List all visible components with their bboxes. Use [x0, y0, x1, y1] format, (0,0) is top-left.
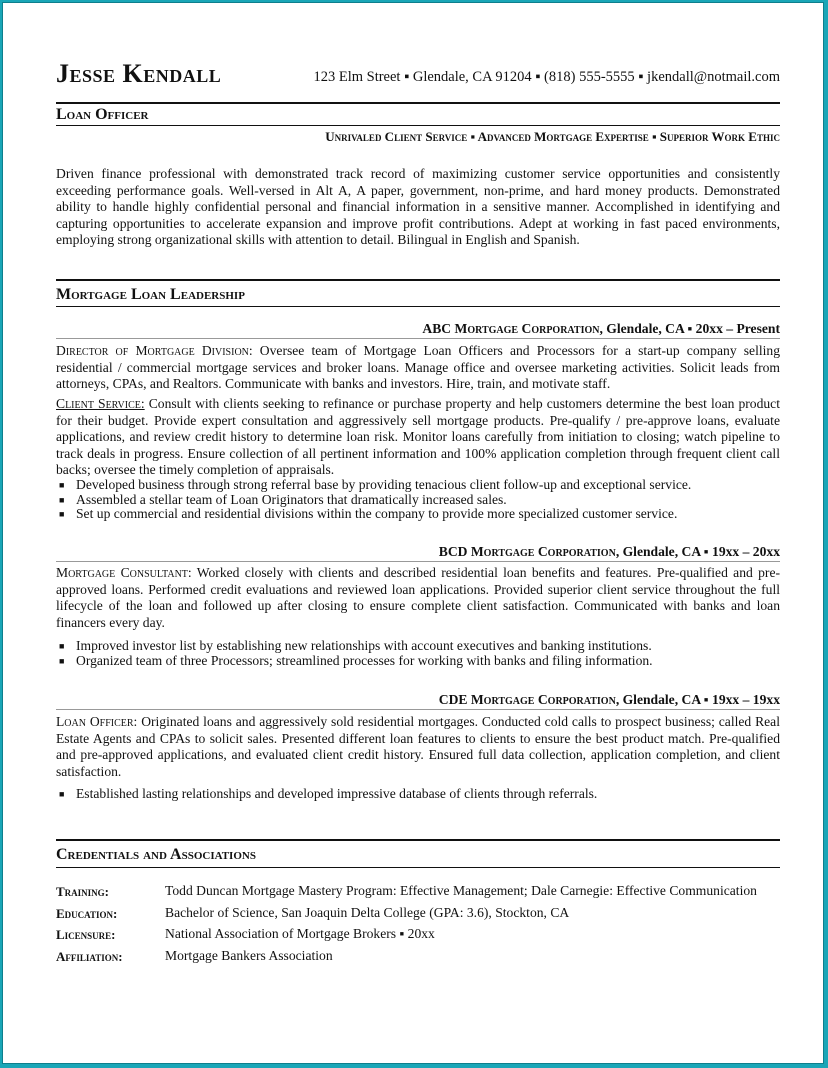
credentials-bottom-rule — [56, 867, 780, 868]
list-item: ■ Established lasting relationships and developed impressive database of clients through referrals. — [59, 786, 598, 801]
company-name: CDE Mortgage Corporation — [438, 692, 616, 707]
location-dates: , Glendale, CA ▪ 20xx – Present — [599, 321, 780, 336]
resume-header — [56, 59, 780, 95]
title-divider — [56, 125, 780, 126]
job-header-bcd — [439, 544, 780, 560]
list-item: ■ Assembled a stellar team of Loan Originators that dramatically increased sales. — [59, 491, 507, 507]
job-divider — [56, 561, 780, 562]
contact-info: 123 Elm Street ▪ Glendale, CA 91204 ▪ (818) 555-5555 ▪ jkendall@notmail.com — [313, 69, 780, 85]
credential-label: Affiliation: — [56, 949, 123, 964]
credential-value: National Association of Mortgage Brokers ▪ 20xx — [165, 926, 435, 941]
list-item: ■ Developed business through strong referral base by providing tenacious client follow-up and exceptional service. — [59, 477, 692, 492]
job-bullets — [56, 639, 780, 668]
company-name: BCD Mortgage Corporation — [438, 544, 616, 559]
header-divider — [56, 102, 780, 104]
credential-value: Mortgage Bankers Association — [165, 948, 333, 963]
job-description — [56, 565, 780, 631]
job-description — [56, 343, 780, 393]
job-subdescription — [56, 396, 780, 479]
role-desc: Originated loans and aggressively sold residential mortgages. Conducted cold calls to prospect business; called Real Estate Agents and CPAs to solicit sales. Presented different loan features to clients to ensure the best product match. Pre-qualified and pre-approved applications, and evaluated client credit history. Ensured full data collection, application completion, and client satisfaction. — [56, 714, 780, 779]
job-description — [56, 714, 780, 780]
job-bullets — [56, 787, 780, 802]
location-dates: , Glendale, CA ▪ 19xx – 19xx — [615, 692, 780, 707]
credential-label: Education: — [56, 906, 118, 921]
role-title: Loan Officer: — [56, 714, 138, 729]
role-desc: Oversee team of Mortgage Loan Officers and Processors for a start-up company selling residential / commercial mortgage services and broker loans. Manage office and oversee marketing activities. Solicit leads from attorneys, CPAs, and Realtors. Communicate with banks and investors. Hire, train, and motivate staff. — [56, 343, 780, 392]
role-title: Mortgage Consultant: — [56, 565, 192, 580]
company-name: ABC Mortgage Corporation — [422, 321, 600, 336]
credential-value: Todd Duncan Mortgage Mastery Program: Effective Management; Dale Carnegie: Effective Communication — [165, 883, 757, 898]
credential-value: Bachelor of Science, San Joaquin Delta College (GPA: 3.6), Stockton, CA — [165, 905, 570, 920]
credential-label: Licensure: — [56, 927, 116, 942]
experience-bottom-rule — [56, 306, 780, 307]
job-bullets — [56, 478, 780, 522]
list-item: ■ Set up commercial and residential divisions within the company to provide more specialized customer service. — [59, 506, 678, 522]
credentials-heading: Credentials and Associations — [56, 846, 256, 863]
list-item: ■ Organized team of three Processors; streamlined processes for working with banks and filing information. — [59, 652, 653, 668]
job-title: Loan Officer — [56, 106, 149, 123]
job-header-cde — [439, 692, 780, 708]
experience-top-rule — [56, 279, 780, 281]
sub-role-desc: Consult with clients seeking to refinance or purchase property and help customers determine the best loan product for their budget. Provide expert consultation and aggressively sell mortgage products. Pre-qualify / pre-approve loans, evaluate applications, and review credit history to determine loan risk. Monitor loans carefully from initiation to closing; watch pipeline to track deals in progress. Ensure collection of all pertinent information and 100% application completion through frequent client call backs; oversee the timely completion of appraisals. — [56, 396, 780, 478]
candidate-name: Jesse Kendall — [56, 59, 222, 88]
credentials-top-rule — [56, 839, 780, 841]
location-dates: , Glendale, CA ▪ 19xx – 20xx — [615, 544, 780, 559]
credential-label: Training: — [56, 884, 110, 899]
tagline: Unrivaled Client Service ▪ Advanced Mortgage Expertise ▪ Superior Work Ethic — [325, 129, 780, 144]
credential-row — [56, 926, 780, 946]
summary-paragraph: Driven finance professional with demonstrated track record of maximizing customer service opportunities and consistently exceeding performance goals. Well-versed in Alt A, A paper, government, non-prime, and hard money products. Demonstrated ability to handle highly confidential personal and financial information in a sensitive manner. Accomplished in identifying and capturing opportunities to accelerate expansion and improve profit contributions. Adept at working in fast paced environments, employing strong organizational skills with attention to detail. Bilingual in English and Spanish. — [56, 166, 780, 248]
job-divider — [56, 709, 780, 710]
experience-heading: Mortgage Loan Leadership — [56, 286, 245, 303]
job-divider — [56, 338, 780, 339]
role-desc: Worked closely with clients and described residential loan benefits and features. Pre-qualified and pre-approved loans. Performed credit evaluations and reviewed loan applications. Provided superior client service throughout the full lifecycle of the loan and followed up after closing to ensure complete client satisfaction. Communicated with banks and loan financers every day. — [56, 565, 781, 630]
job-header-abc — [422, 321, 780, 337]
resume-page — [2, 2, 824, 1064]
credential-row — [56, 948, 780, 968]
credential-row — [56, 905, 780, 925]
credential-row — [56, 883, 780, 903]
role-title: Director of Mortgage Division: — [56, 343, 253, 358]
sub-role-title: Client Service: — [56, 396, 145, 411]
list-item: ■ Improved investor list by establishing new relationships with account executives and banking institutions. — [59, 638, 652, 653]
